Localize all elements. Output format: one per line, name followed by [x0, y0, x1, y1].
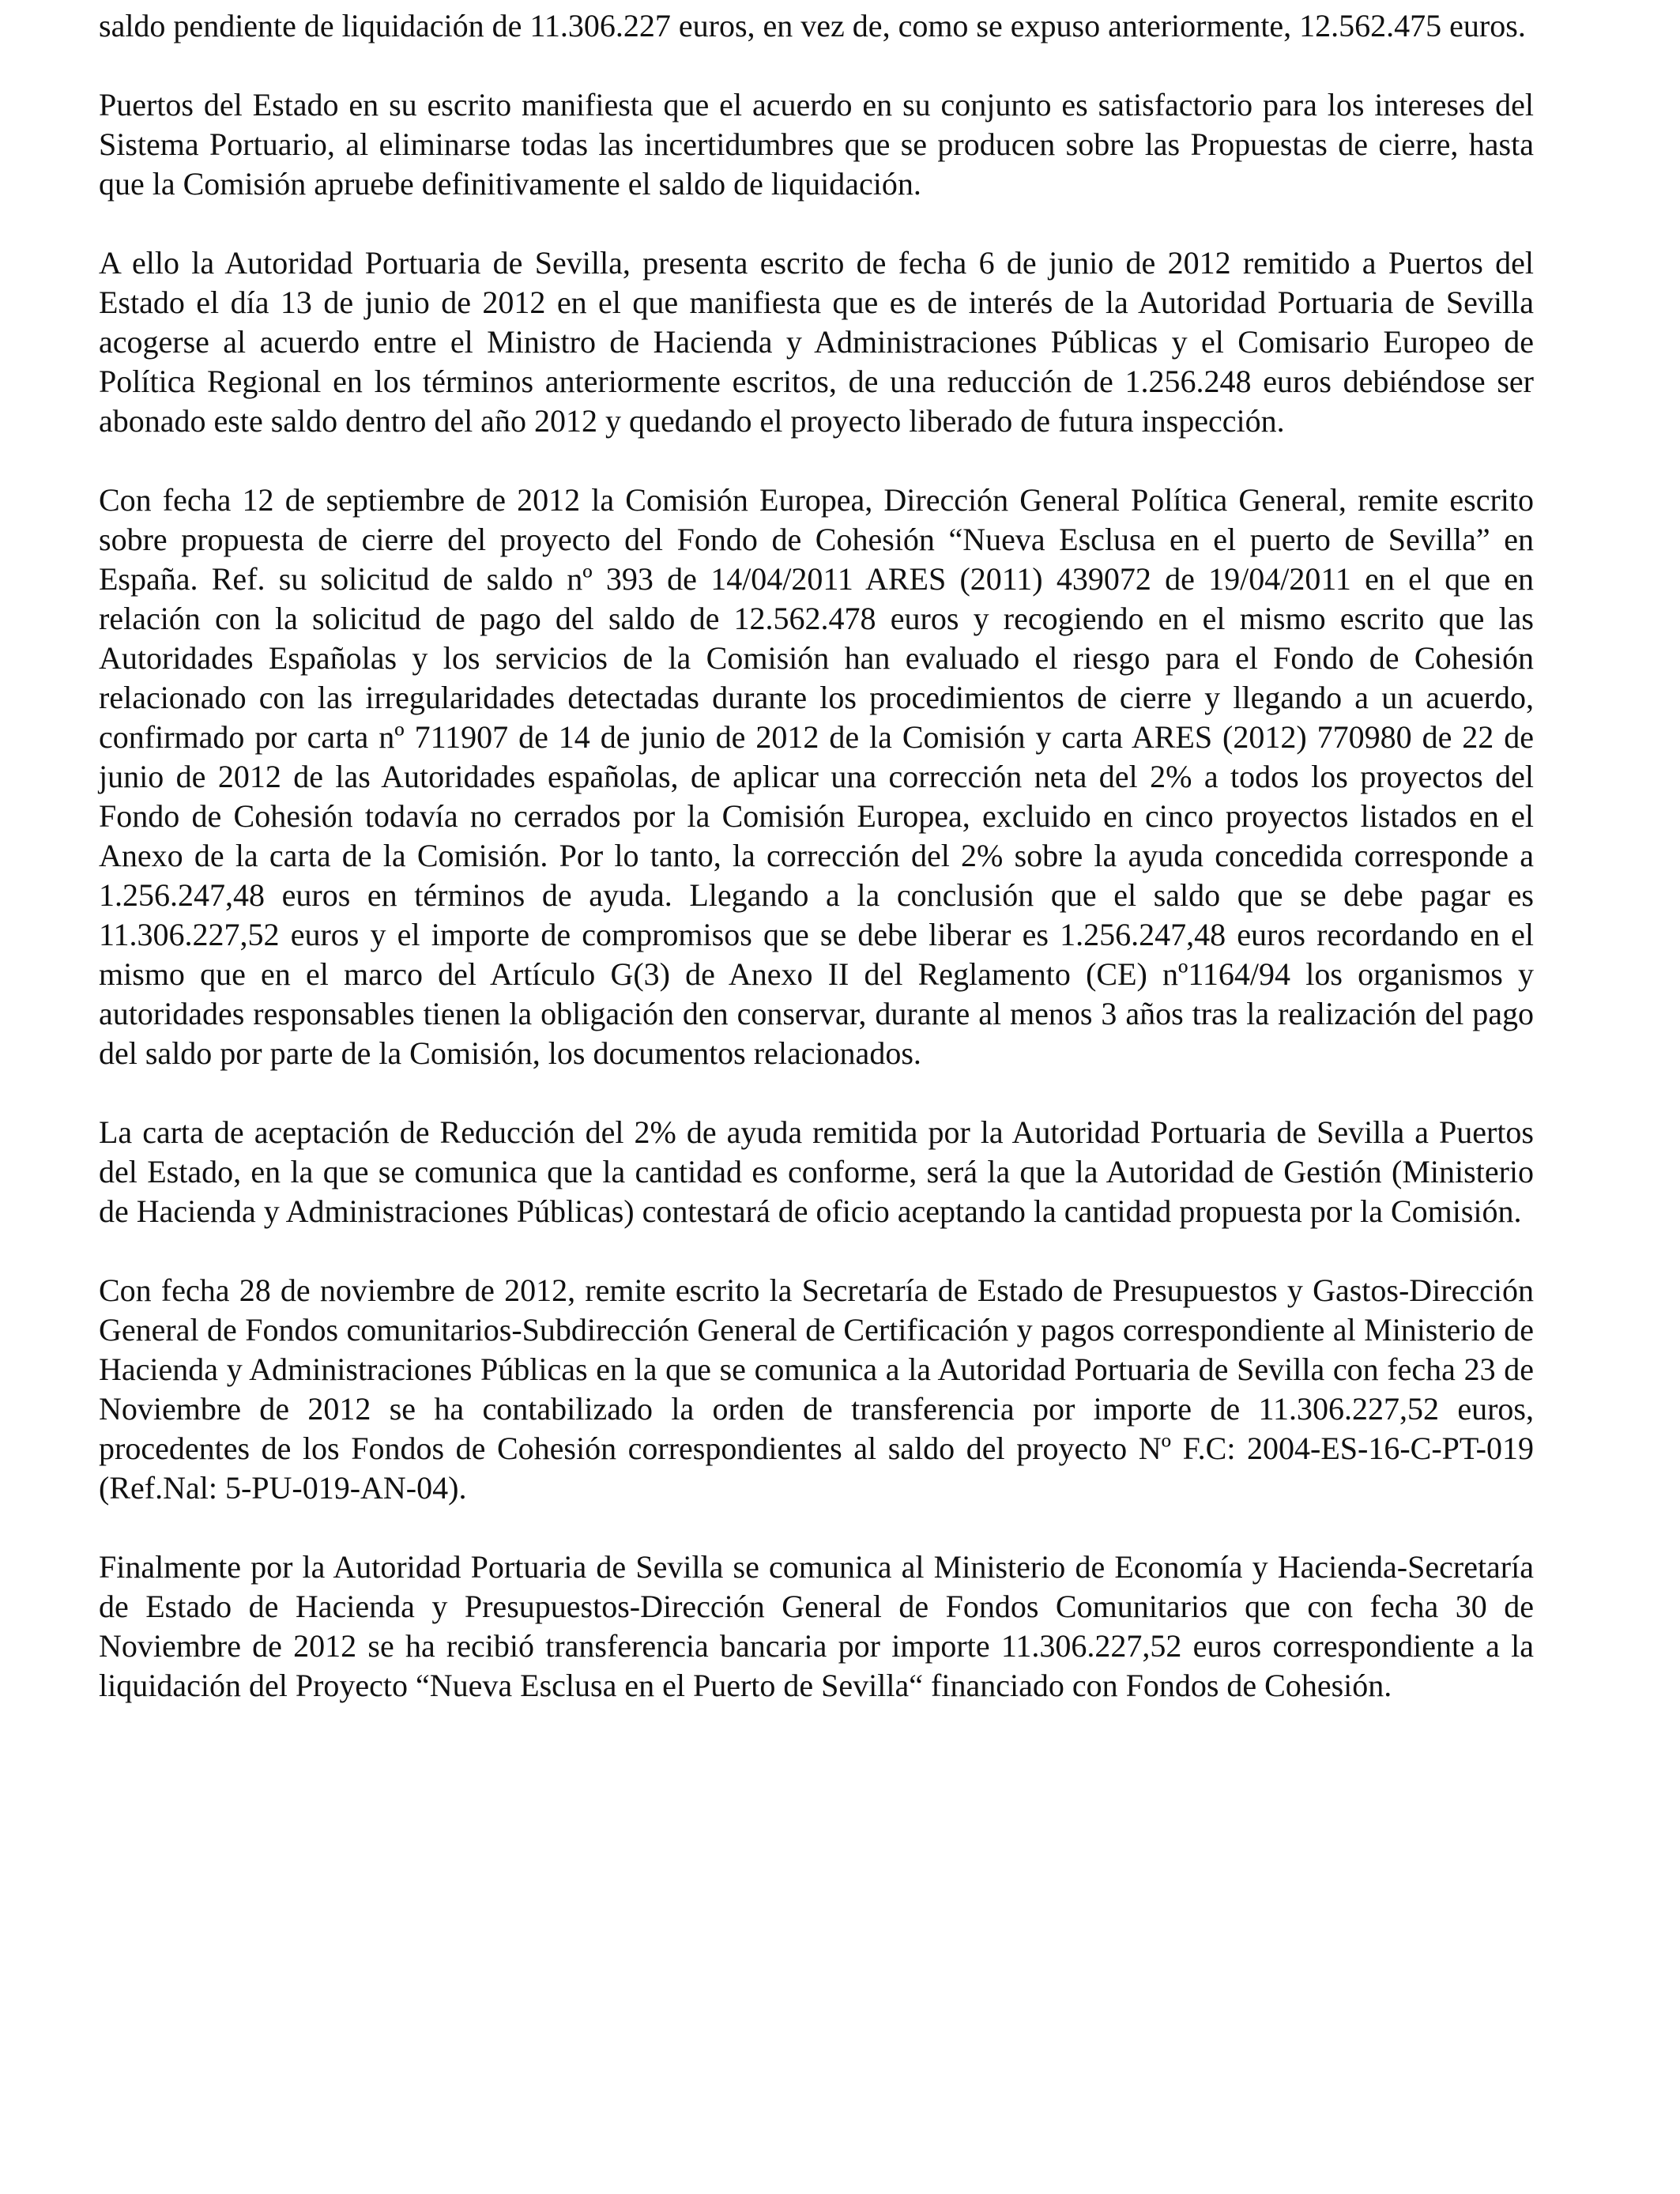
paragraph-7: Finalmente por la Autoridad Portuaria de Sevilla se comunica al Ministerio de Economía y Hacienda-Secretaría de Estado de Hacienda y Presupuestos-Dirección General de Fondos Comunitarios que con fecha 30 de Noviembre de 2012 se ha recibió transferencia bancaria por importe 11.306.227,52 euros correspondiente a la liquidación del Proyecto “Nueva Esclusa en el Puerto de Sevilla“ financiado con Fondos de Cohesión.: [99, 1549, 1534, 1703]
document-page: [99, 6, 1534, 1706]
paragraph-3: A ello la Autoridad Portuaria de Sevilla, presenta escrito de fecha 6 de junio de 2012 remitido a Puertos del Estado el día 13 de junio de 2012 en el que manifiesta que es de interés de la Autoridad Portuaria de Sevilla acogerse al acuerdo entre el Ministro de Hacienda y Administraciones Públicas y el Comisario Europeo de Política Regional en los términos anteriormente escritos, de una reducción de 1.256.248 euros debiéndose ser abonado este saldo dentro del año 2012 y quedando el proyecto liberado de futura inspección.: [99, 245, 1534, 439]
paragraph-1: saldo pendiente de liquidación de 11.306.227 euros, en vez de, como se expuso anteriormente, 12.562.475 euros.: [99, 8, 1526, 43]
paragraph-2: Puertos del Estado en su escrito manifiesta que el acuerdo en su conjunto es satisfactorio para los intereses del Sistema Portuario, al eliminarse todas las incertidumbres que se producen sobre las Propuestas de cierre, hasta que la Comisión apruebe definitivamente el saldo de liquidación.: [99, 87, 1534, 202]
paragraph-4: Con fecha 12 de septiembre de 2012 la Comisión Europea, Dirección General Política General, remite escrito sobre propuesta de cierre del proyecto del Fondo de Cohesión “Nueva Esclusa en el puerto de Sevilla” en España. Ref. su solicitud de saldo nº 393 de 14/04/2011 ARES (2011) 439072 de 19/04/2011 en el que en relación con la solicitud de pago del saldo de 12.562.478 euros y recogiendo en el mismo escrito que las Autoridades Españolas y los servicios de la Comisión han evaluado el riesgo para el Fondo de Cohesión relacionado con las irregularidades detectadas durante los procedimientos de cierre y llegando a un acuerdo, confirmado por carta nº 711907 de 14 de junio de 2012 de la Comisión y carta ARES (2012) 770980 de 22 de junio de 2012 de las Autoridades españolas, de aplicar una corrección neta del 2% a todos los proyectos del Fondo de Cohesión todavía no cerrados por la Comisión Europea, excluido en cinco proyectos listados en el Anexo de la carta de la Comisión. Por lo tanto, la corrección del 2% sobre la ayuda concedida corresponde a 1.256.247,48 euros en términos de ayuda. Llegando a la conclusión que el saldo que se debe pagar es 11.306.227,52 euros y el importe de compromisos que se debe liberar es 1.256.247,48 euros recordando en el mismo que en el marco del Artículo G(3) de Anexo II del Reglamento (CE) nº1164/94 los organismos y autoridades responsables tienen la obligación den conservar, durante al menos 3 años tras la realización del pago del saldo por parte de la Comisión, los documentos relacionados.: [99, 482, 1534, 1071]
paragraph-5: La carta de aceptación de Reducción del 2% de ayuda remitida por la Autoridad Portuaria de Sevilla a Puertos del Estado, en la que se comunica que la cantidad es conforme, será la que la Autoridad de Gestión (Ministerio de Hacienda y Administraciones Públicas) contestará de oficio aceptando la cantidad propuesta por la Comisión.: [99, 1114, 1534, 1229]
paragraph-6: Con fecha 28 de noviembre de 2012, remite escrito la Secretaría de Estado de Presupuestos y Gastos-Dirección General de Fondos comunitarios-Subdirección General de Certificación y pagos correspondiente al Ministerio de Hacienda y Administraciones Públicas en la que se comunica a la Autoridad Portuaria de Sevilla con fecha 23 de Noviembre de 2012 se ha contabilizado la orden de transferencia por importe de 11.306.227,52 euros, procedentes de los Fondos de Cohesión correspondientes al saldo del proyecto Nº F.C: 2004-ES-16-C-PT-019 (Ref.Nal: 5-PU-019-AN-04).: [99, 1272, 1534, 1506]
